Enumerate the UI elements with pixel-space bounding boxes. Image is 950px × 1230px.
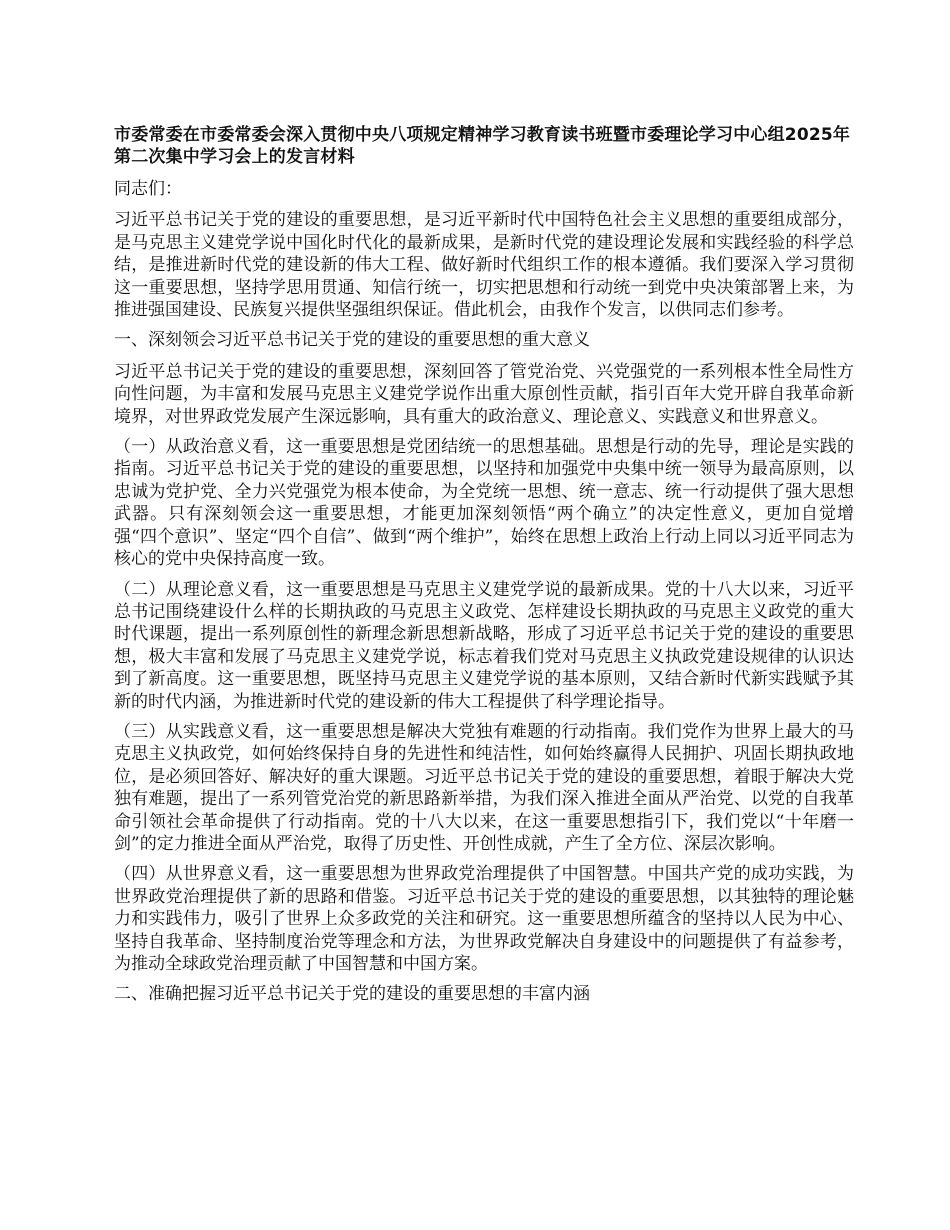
section-2-heading: 二、准确把握习近平总书记关于党的建设的重要思想的丰富内涵 xyxy=(114,984,590,1005)
greeting: 同志们： xyxy=(114,179,182,199)
point-4-paragraph: （四）从世界意义看，这一重要思想为世界政党治理提供了中国智慧。中国共产党的成功实践，为世界政党治理提供了新的思路和借鉴。习近平总书记关于党的建设的重要思想，以其独特的理论魅力和实践伟力，吸引了世界上众多政党的关注和研究。这一重要思想所蕴含的坚持以人民为中心、坚持自我革命、坚持制度治党等理念和方法，为世界政党解决自身建设中的问题提供了有益参考，为推动全球政党治理贡献了中国智慧和中国方案。 xyxy=(114,864,854,974)
point-3-paragraph: （三）从实践意义看，这一重要思想是解决大党独有难题的行动指南。我们党作为世界上最大的马克思主义执政党，如何始终保持自身的先进性和纯洁性，如何始终赢得人民拥护、巩固长期执政地位，是必须回答好、解决好的重大课题。习近平总书记关于党的建设的重要思想，着眼于解决大党独有难题，提出了一系列管党治党的新思路新举措，为我们深入推进全面从严治党、以党的自我革命引领社会革命提供了行动指南。党的十八大以来，在这一重要思想指引下，我们党以“十年磨一剑”的定力推进全面从严治党，取得了历史性、开创性成就，产生了全方位、深层次影响。 xyxy=(114,721,854,854)
document-title: 市委常委在市委常委会深入贯彻中央八项规定精神学习教育读书班暨市委理论学习中心组2025年第二次集中学习会上的发言材料 xyxy=(114,125,851,167)
point-2-paragraph: （二）从理论意义看，这一重要思想是马克思主义建党学说的最新成果。党的十八大以来，习近平总书记围绕建设什么样的长期执政的马克思主义政党、怎样建设长期执政的马克思主义政党的重大时代课题，提出一系列原创性的新理念新思想新战略，形成了习近平总书记关于党的建设的重要思想，极大丰富和发展了马克思主义建党学说，标志着我们党对马克思主义执政党建设规律的认识达到了新高度。这一重要思想，既坚持马克思主义建党学说的基本原则，又结合新时代新实践赋予其新的时代内涵，为推进新时代党的建设新的伟大工程提供了科学理论指导。 xyxy=(114,579,854,712)
point-1-paragraph: （一）从政治意义看，这一重要思想是党团结统一的思想基础。思想是行动的先导，理论是实践的指南。习近平总书记关于党的建设的重要思想，以坚持和加强党中央集中统一领导为最高原则，以忠诚为党护党、全力兴党强党为根本使命，为全党统一思想、统一意志、统一行动提供了强大思想武器。只有深刻领会这一重要思想，才能更加深刻领悟“两个确立”的决定性意义，更加自觉增强“四个意识”、坚定“四个自信”、做到“两个维护”，始终在思想上政治上行动上同以习近平同志为核心的党中央保持高度一致。 xyxy=(114,437,854,570)
section-1-intro-paragraph: 习近平总书记关于党的建设的重要思想，深刻回答了管党治党、兴党强党的一系列根本性全局性方向性问题，为丰富和发展马克思主义建党学说作出重大原创性贡献，指引百年大党开辟自我革命新境界，对世界政党发展产生深远影响，具有重大的政治意义、理论意义、实践意义和世界意义。 xyxy=(114,361,854,427)
intro-paragraph: 习近平总书记关于党的建设的重要思想，是习近平新时代中国特色社会主义思想的重要组成部分，是马克思主义建党学说中国化时代化的最新成果，是新时代党的建设理论发展和实践经验的科学总结，是推进新时代党的建设新的伟大工程、做好新时代组织工作的根本遵循。我们要深入学习贯彻这一重要思想，坚持学思用贯通、知信行统一，切实把思想和行动统一到党中央决策部署上来，为推进强国建设、民族复兴提供坚强组织保证。借此机会，由我作个发言，以供同志们参考。 xyxy=(114,210,854,321)
section-1-heading: 一、深刻领会习近平总书记关于党的建设的重要思想的重大意义 xyxy=(114,330,590,351)
document-page xyxy=(114,124,854,1015)
